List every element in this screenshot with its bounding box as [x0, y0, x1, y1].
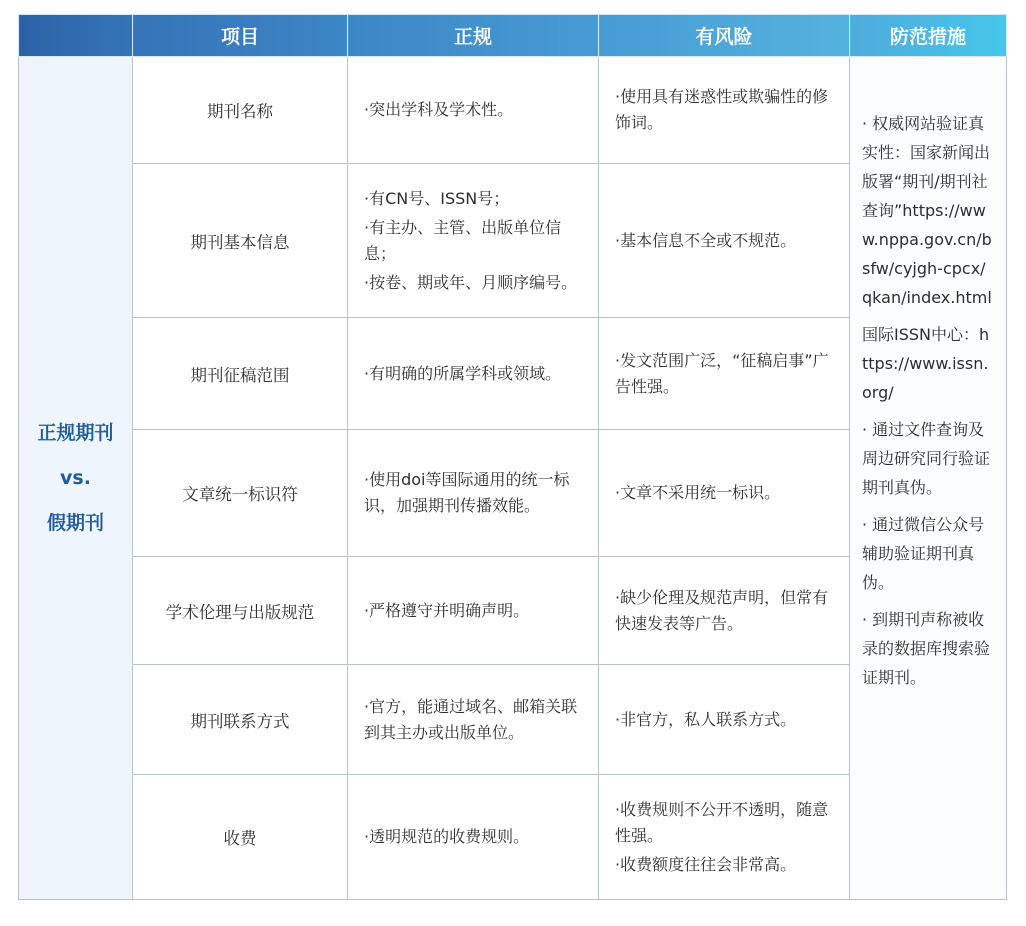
regular-point: ·突出学科及学术性。 — [364, 100, 514, 119]
measure-point: · 通过文件查询及周边研究同行验证期刊真伪。 — [862, 420, 991, 497]
risky-cell — [599, 318, 850, 430]
item-cell: 期刊名称 — [133, 57, 348, 164]
regular-point: ·按卷、期或年、月顺序编号。 — [364, 272, 578, 292]
header-item: 项目 — [133, 15, 348, 57]
measure-point: · 权威网站验证真实性：国家新闻出版署“期刊/期刊社查询”https://www.nppa.gov.cn/bsfw/cyjgh-cpcx/qkan/index.html — [862, 114, 992, 307]
header-regular: 正规 — [348, 15, 599, 57]
measures-cell — [850, 57, 1007, 900]
regular-cell — [348, 57, 599, 164]
regular-point: ·有明确的所属学科或领域。 — [364, 363, 562, 383]
regular-cell — [348, 318, 599, 430]
risky-point: ·文章不采用统一标识。 — [615, 483, 781, 502]
comparison-table — [18, 14, 1007, 900]
item-cell: 学术伦理与出版规范 — [133, 557, 348, 665]
item-cell: 收费 — [133, 775, 348, 900]
measure-point: · 到期刊声称被收录的数据库搜索验证期刊。 — [862, 610, 991, 687]
regular-cell — [348, 775, 599, 900]
regular-cell — [348, 557, 599, 665]
risky-point: ·基本信息不全或不规范。 — [615, 230, 797, 250]
item-cell: 期刊联系方式 — [133, 665, 348, 775]
risky-cell — [599, 57, 850, 164]
risky-cell — [599, 164, 850, 318]
measure-point: · 通过微信公众号辅助验证期刊真伪。 — [862, 515, 985, 592]
risky-cell — [599, 557, 850, 665]
regular-point: ·有CN号、ISSN号； — [364, 188, 510, 208]
regular-point: ·官方，能通过域名、邮箱关联到其主办或出版单位。 — [364, 696, 578, 742]
regular-cell — [348, 430, 599, 557]
header-measures: 防范措施 — [850, 15, 1007, 57]
regular-cell — [348, 665, 599, 775]
item-cell: 期刊基本信息 — [133, 164, 348, 318]
risky-point: ·使用具有迷惑性或欺骗性的修饰词。 — [615, 87, 829, 132]
regular-point: ·有主办、主管、出版单位信息； — [364, 217, 562, 263]
side-label-line1: 正规期刊 — [37, 421, 114, 444]
risky-cell — [599, 775, 850, 900]
side-label — [19, 57, 133, 900]
header-risky: 有风险 — [599, 15, 850, 57]
item-cell: 文章统一标识符 — [133, 430, 348, 557]
item-cell: 期刊征稿范围 — [133, 318, 348, 430]
regular-point: ·透明规范的收费规则。 — [364, 827, 530, 846]
risky-point: ·收费额度往往会非常高。 — [615, 854, 797, 874]
side-label-line2: vs. — [60, 466, 91, 489]
risky-cell — [599, 665, 850, 775]
risky-point: ·缺少伦理及规范声明，但常有快速发表等广告。 — [615, 587, 829, 633]
regular-point: ·严格遵守并明确声明。 — [364, 600, 530, 620]
risky-point: ·收费规则不公开不透明，随意性强。 — [615, 799, 829, 845]
risky-point: ·发文范围广泛，“征稿启事”广告性强。 — [615, 350, 829, 396]
header-corner — [19, 15, 133, 57]
risky-point: ·非官方，私人联系方式。 — [615, 709, 797, 729]
header-row — [19, 15, 1007, 57]
regular-cell — [348, 164, 599, 318]
side-label-line3: 假期刊 — [46, 511, 104, 534]
risky-cell — [599, 430, 850, 557]
measure-point: 国际ISSN中心：https://www.issn.org/ — [862, 325, 990, 402]
regular-point: ·使用doi等国际通用的统一标识，加强期刊传播效能。 — [364, 470, 570, 515]
table-row — [19, 57, 1007, 164]
